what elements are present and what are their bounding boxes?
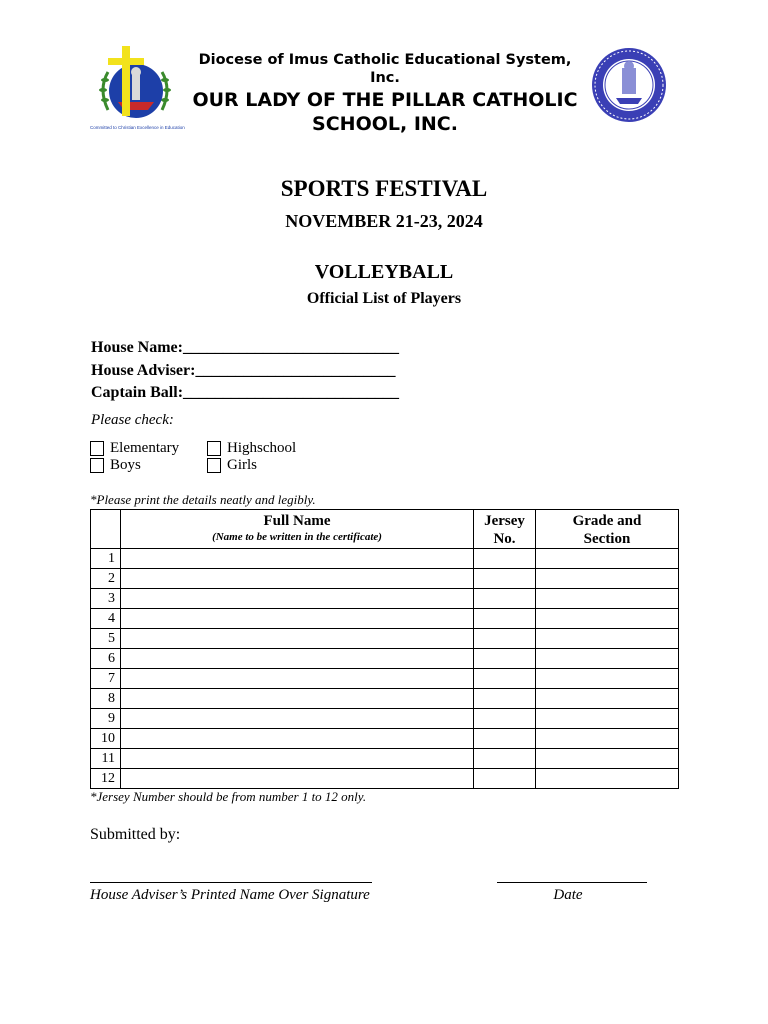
jersey-header-line-1: Jersey [484, 513, 525, 529]
captain-ball-field[interactable] [91, 383, 399, 403]
row-number: 11 [91, 749, 121, 769]
jersey-number-cell[interactable] [474, 549, 536, 569]
house-adviser-blank[interactable]: _________________________ [195, 362, 396, 379]
table-row [91, 569, 679, 589]
grade-section-cell[interactable] [536, 629, 679, 649]
diocese-line-2: Inc. [370, 70, 400, 86]
checkbox-icon[interactable] [90, 441, 104, 456]
row-number: 9 [91, 709, 121, 729]
table-row [91, 729, 679, 749]
house-adviser-field[interactable] [91, 361, 395, 381]
row-number: 7 [91, 669, 121, 689]
diocese-line-1: Diocese of Imus Catholic Educational System, [198, 52, 572, 68]
table-row [91, 749, 679, 769]
full-name-cell[interactable] [121, 569, 474, 589]
jersey-number-cell[interactable] [474, 729, 536, 749]
checkbox-icon[interactable] [207, 458, 221, 473]
submitted-by-label: Submitted by: [90, 826, 181, 843]
jersey-number-cell[interactable] [474, 709, 536, 729]
grade-section-cell[interactable] [536, 649, 679, 669]
row-number: 8 [91, 689, 121, 709]
house-adviser-label: House Adviser: [91, 362, 196, 379]
full-name-cell[interactable] [121, 609, 474, 629]
jersey-number-cell[interactable] [474, 769, 536, 789]
row-number: 5 [91, 629, 121, 649]
row-number: 6 [91, 649, 121, 669]
jersey-header-line-2: No. [493, 531, 516, 547]
number-header [91, 510, 121, 549]
jersey-number-cell[interactable] [474, 689, 536, 709]
diocese-cross-logo-icon [88, 44, 188, 132]
grade-section-cell[interactable] [536, 589, 679, 609]
full-name-cell[interactable] [121, 549, 474, 569]
table-row [91, 549, 679, 569]
jersey-number-cell[interactable] [474, 569, 536, 589]
checkbox-label: Elementary [110, 440, 180, 456]
grade-section-cell[interactable] [536, 549, 679, 569]
checkbox-label: Highschool [227, 440, 297, 456]
logo-tagline: Committed to Christian Excellence in Education [90, 125, 185, 130]
grade-section-cell[interactable] [536, 689, 679, 709]
date-label: Date [553, 887, 583, 903]
row-number: 12 [91, 769, 121, 789]
row-number: 3 [91, 589, 121, 609]
players-table [90, 509, 679, 789]
table-row [91, 669, 679, 689]
captain-ball-label: Captain Ball: [91, 384, 184, 401]
school-name [180, 88, 590, 136]
checkbox-label: Boys [110, 457, 141, 473]
table-row [91, 709, 679, 729]
event-date: NOVEMBER 21-23, 2024 [285, 211, 483, 231]
full-name-cell[interactable] [121, 649, 474, 669]
full-name-header [121, 510, 474, 549]
jersey-number-cell[interactable] [474, 649, 536, 669]
house-name-label: House Name: [91, 339, 183, 356]
grade-section-cell[interactable] [536, 569, 679, 589]
checkbox-elementary[interactable] [90, 440, 179, 457]
please-check-label: Please check: [91, 412, 174, 428]
checkbox-highschool[interactable] [207, 440, 296, 457]
row-number: 2 [91, 569, 121, 589]
signature-line[interactable] [90, 882, 372, 883]
full-name-cell[interactable] [121, 749, 474, 769]
jersey-header [474, 510, 536, 549]
checkbox-girls[interactable] [207, 457, 257, 474]
event-title: SPORTS FESTIVAL [280, 176, 488, 201]
grade-section-header [536, 510, 679, 549]
table-row [91, 629, 679, 649]
grade-header-line-2: Section [583, 531, 631, 547]
row-number: 10 [91, 729, 121, 749]
jersey-number-cell[interactable] [474, 609, 536, 629]
full-name-header-label: Full Name [263, 513, 331, 529]
row-number: 4 [91, 609, 121, 629]
captain-ball-blank[interactable]: ___________________________ [183, 384, 400, 401]
grade-section-cell[interactable] [536, 709, 679, 729]
jersey-note: *Jersey Number should be from number 1 to 12 only. [90, 789, 367, 804]
print-note: *Please print the details neatly and legibly. [90, 492, 316, 507]
full-name-header-sub: (Name to be written in the certificate) [212, 531, 382, 543]
full-name-cell[interactable] [121, 709, 474, 729]
full-name-cell[interactable] [121, 729, 474, 749]
jersey-number-cell[interactable] [474, 629, 536, 649]
full-name-cell[interactable] [121, 689, 474, 709]
grade-header-line-1: Grade and [572, 513, 642, 529]
checkbox-icon[interactable] [90, 458, 104, 473]
row-number: 1 [91, 549, 121, 569]
sport-title: VOLLEYBALL [314, 261, 454, 283]
table-header-row [91, 510, 679, 549]
house-name-field[interactable] [91, 338, 399, 358]
grade-section-cell[interactable] [536, 669, 679, 689]
table-row [91, 649, 679, 669]
jersey-number-cell[interactable] [474, 749, 536, 769]
school-seal-icon [590, 46, 668, 124]
checkbox-boys[interactable] [90, 457, 141, 474]
grade-section-cell[interactable] [536, 609, 679, 629]
full-name-cell[interactable] [121, 669, 474, 689]
checkbox-icon[interactable] [207, 441, 221, 456]
players-table-body [91, 549, 679, 789]
full-name-cell[interactable] [121, 769, 474, 789]
school-line-1: OUR LADY OF THE PILLAR CATHOLIC [192, 89, 578, 111]
table-row [91, 769, 679, 789]
full-name-cell[interactable] [121, 629, 474, 649]
table-row [91, 689, 679, 709]
grade-section-cell[interactable] [536, 729, 679, 749]
table-row [91, 589, 679, 609]
table-row [91, 609, 679, 629]
date-line[interactable] [497, 882, 647, 883]
house-name-blank[interactable]: ___________________________ [182, 339, 399, 356]
school-line-2: SCHOOL, INC. [312, 113, 458, 135]
full-name-cell[interactable] [121, 589, 474, 609]
grade-section-cell[interactable] [536, 749, 679, 769]
jersey-number-cell[interactable] [474, 589, 536, 609]
signature-label: House Adviser’s Printed Name Over Signature [90, 887, 370, 903]
jersey-number-cell[interactable] [474, 669, 536, 689]
list-title: Official List of Players [306, 290, 462, 307]
checkbox-label: Girls [227, 457, 257, 473]
grade-section-cell[interactable] [536, 769, 679, 789]
diocese-name [180, 51, 590, 87]
